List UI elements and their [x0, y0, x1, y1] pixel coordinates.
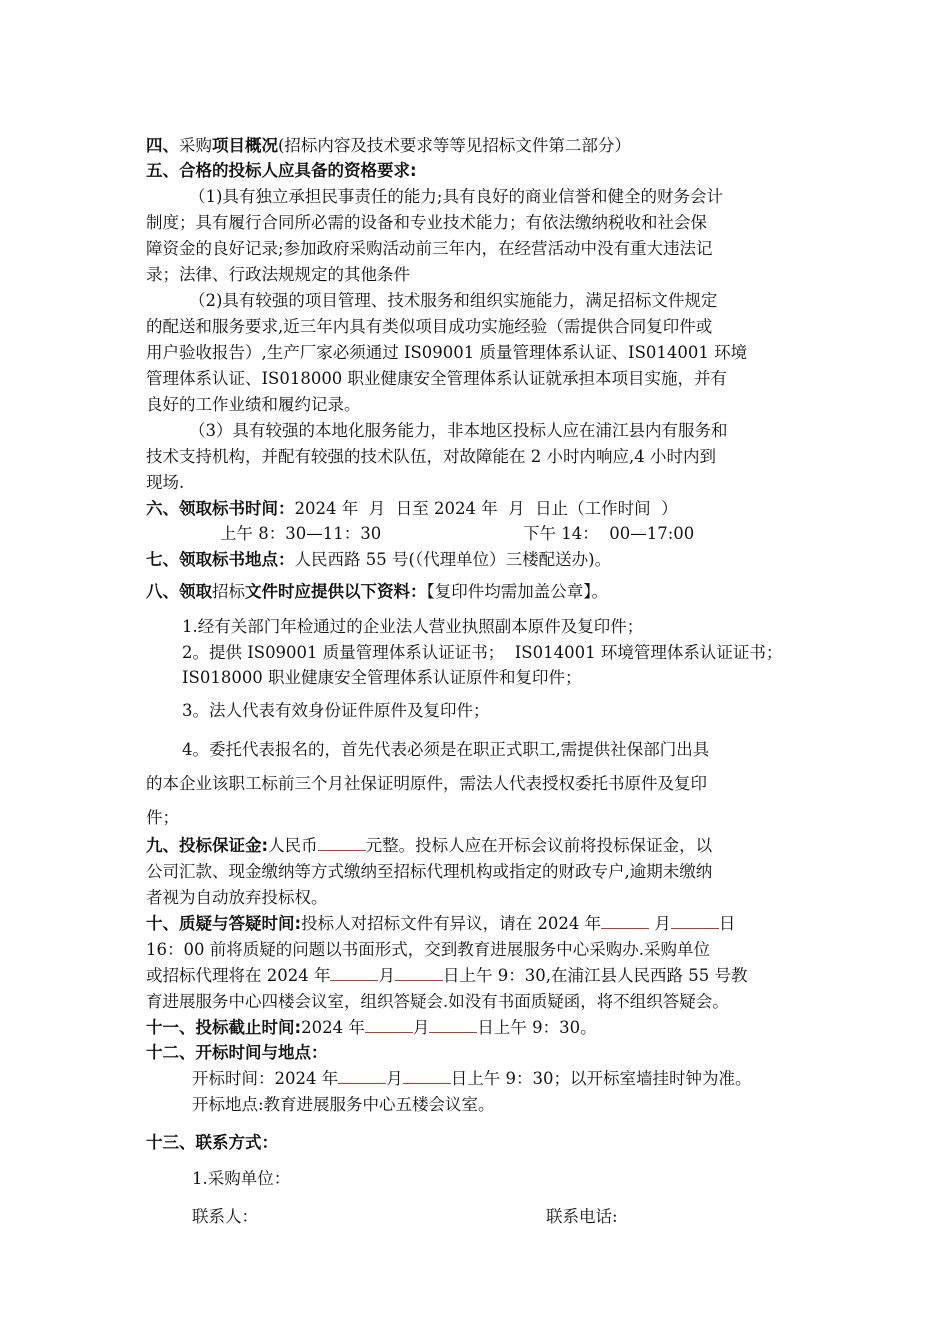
s9-line: 公司汇款、现金缴纳等方式缴纳至招标代理机构或指定的财政专户,逾期未缴纳 — [146, 862, 713, 881]
s5-p3-line: （3）具有较强的本地化服务能力，非本地区投标人应在浦江县内有服务和 — [189, 421, 728, 440]
s8-item-3: 3。法人代表有效身份证件原件及复印件； — [182, 701, 490, 720]
blank-field — [338, 1067, 386, 1084]
section-13-heading: 十三、联系方式： — [146, 1133, 278, 1152]
s13-phone: 联系电话: — [546, 1207, 618, 1226]
s5-p2-line: 良好的工作业绩和履约记录。 — [146, 395, 361, 414]
s5-p2-line: 用户验收报告）,生产厂家必须通过 IS09001 质量管理体系认证、IS014001 环境 — [146, 343, 748, 362]
section-5-heading: 五、合格的投标人应具备的资格要求: — [146, 161, 417, 180]
s8-item-4-cont: 的本企业该职工标前三个月社保证明原件，需法人代表授权委托书原件及复印 — [146, 774, 707, 793]
s5-p3-line: 技术支持机构，并配有较强的技术队伍，对故障能在 2 小时内响应,4 小时内到 — [146, 447, 716, 466]
s5-p2-line: 管理体系认证、IS018000 职业健康安全管理体系认证就承担本项目实施，并有 — [146, 369, 728, 388]
blank-field — [330, 964, 378, 981]
blank-field — [429, 1016, 477, 1033]
s5-p1-line: 制度；具有履行合同所必需的设备和专业技术能力；有依法缴纳税收和社会保 — [146, 213, 707, 232]
s9-line: 者视为自动放弃投标权。 — [146, 888, 328, 907]
s10-line: 或招标代理将在 2024 年 月 日上午 9：30,在浦江县人民西路 55 号教 — [146, 966, 748, 985]
s12-open-time: 开标时间：2024 年 月 日上午 9：30；以开标室墙挂时钟为准。 — [192, 1069, 752, 1088]
s8-item-2: 2。提供 IS09001 质量管理体系认证证书； IS014001 环境管理体系认证证书； — [182, 643, 783, 662]
section-10: 十、质疑与答疑时间:投标人对招标文件有异议，请在 2024 年 月 日 — [146, 914, 736, 933]
s5-p1-line: （1)具有独立承担民事责任的能力;具有良好的商业信誉和健全的财务会计 — [189, 187, 723, 206]
s5-p2-line: 的配送和服务要求,近三年内具有类似项目成功实施经验（需提供合同复印件或 — [146, 317, 713, 336]
s5-p1-line: 录；法律、行政法规规定的其他条件 — [146, 265, 410, 284]
s5-p1-line: 障资金的良好记录;参加政府采购活动前三年内，在经营活动中没有重大违法记 — [146, 239, 713, 258]
s13-unit: 1.采购单位： — [192, 1169, 291, 1188]
s8-item-4-cont: 件； — [146, 808, 179, 827]
s6-pm-hours: 下午 14： 00—17:00 — [523, 524, 695, 543]
blank-field — [403, 1067, 451, 1084]
blank-field — [601, 912, 649, 929]
s12-open-place: 开标地点:教育进展服务中心五楼会议室。 — [192, 1095, 495, 1114]
blank-field — [671, 912, 719, 929]
s8-item-4: 4。委托代表报名的，首先代表必须是在职正式职工,需提供社保部门出具 — [182, 740, 710, 759]
section-8-heading: 八、领取招标文件时应提供以下资料：【复印件均需加盖公章】。 — [146, 582, 608, 601]
section-6: 六、领取标书时间：2024 年 月 日至 2024 年 月 日止（工作时间 ） — [146, 499, 678, 518]
section-4-heading: 四、采购项目概况(招标内容及技术要求等等见招标文件第二部分） — [146, 136, 631, 155]
blank-field — [365, 1016, 413, 1033]
s13-contact: 联系人： — [192, 1207, 258, 1226]
s5-p2-line: （2)具有较强的项目管理、技术服务和组织实施能力，满足招标文件规定 — [189, 291, 718, 310]
s6-am-hours: 上午 8：30—11：30 — [220, 524, 382, 543]
s5-p3-line: 现场. — [146, 473, 185, 492]
section-7: 七、领取标书地点：人民西路 55 号(（代理单位）三楼配送办)。 — [146, 550, 612, 569]
section-9: 九、投标保证金:人民币 元整。投标人应在开标会议前将投标保证金，以 — [146, 836, 713, 855]
section-12-heading: 十二、开标时间与地点： — [146, 1043, 328, 1062]
blank-field — [395, 964, 443, 981]
s8-item-1: 1.经有关部门年检通过的企业法人营业执照副本原件及复印件； — [182, 617, 644, 636]
s10-line: 育进展服务中心四楼会议室，组织答疑会.如没有书面质疑函，将不组织答疑会。 — [146, 992, 729, 1011]
blank-field — [318, 834, 366, 851]
section-11: 十一、投标截止时间:2024 年 月 日上午 9：30。 — [146, 1018, 597, 1037]
s8-item-2-cont: IS018000 职业健康安全管理体系认证原件和复印件； — [182, 668, 582, 687]
s10-line: 16：00 前将质疑的问题以书面形式，交到教育进展服务中心采购办.采购单位 — [146, 940, 710, 959]
